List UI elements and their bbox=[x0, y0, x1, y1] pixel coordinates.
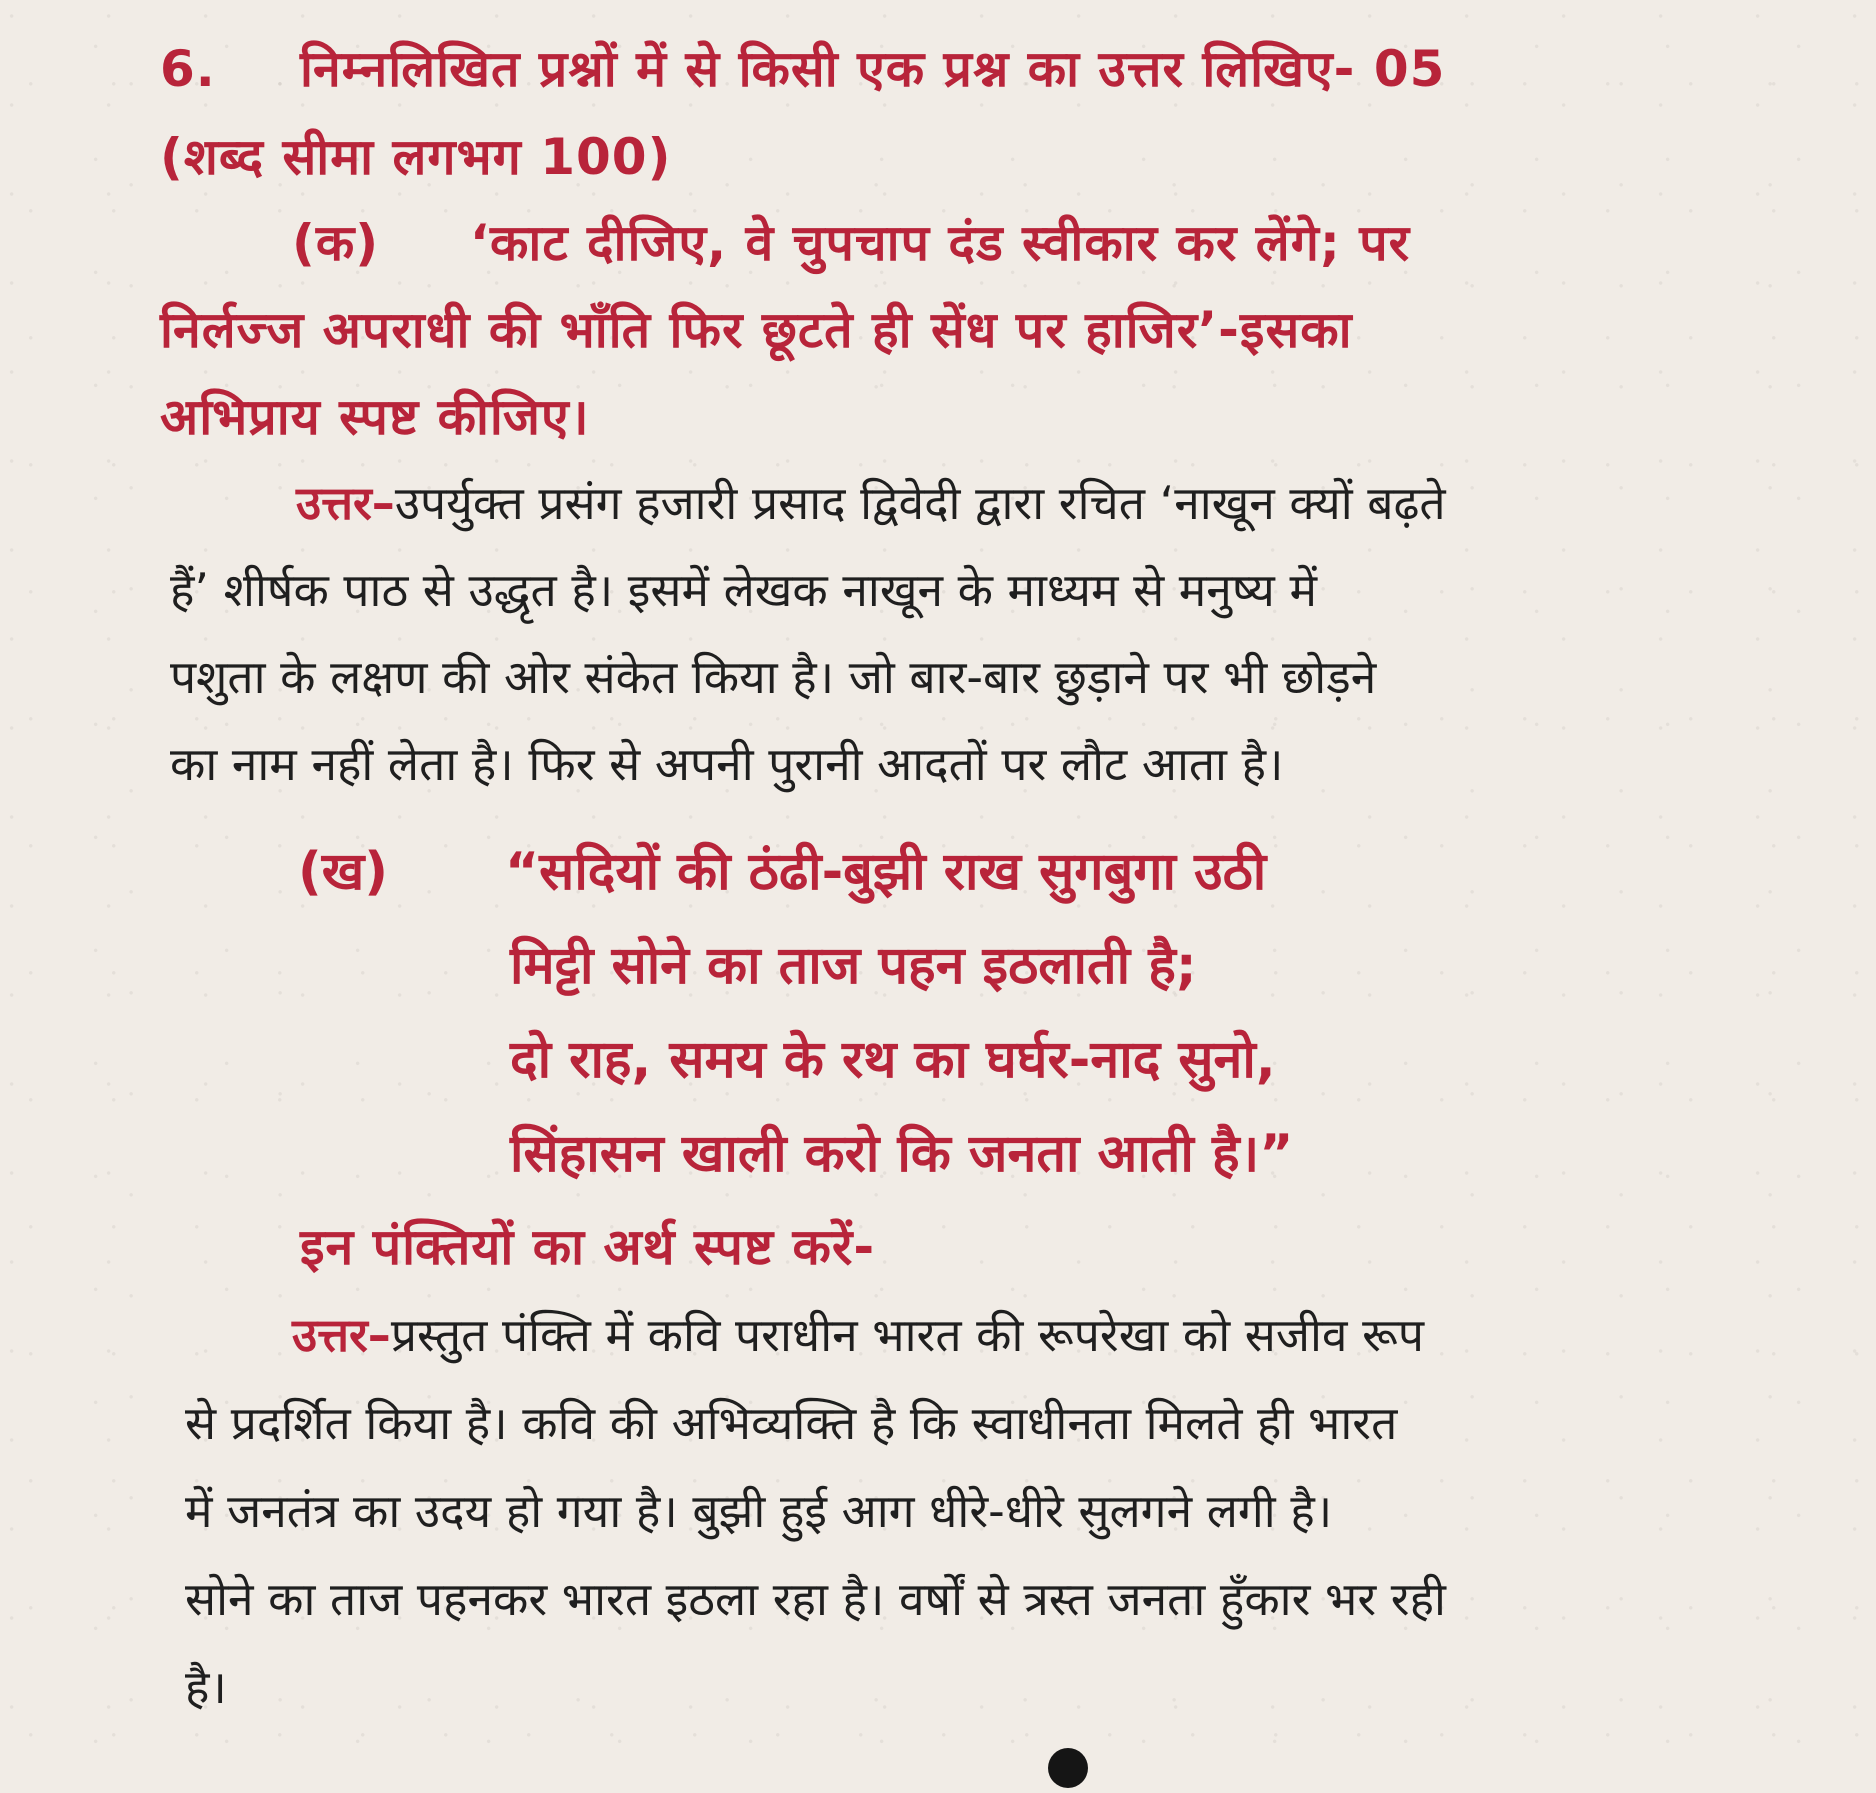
word-limit: (शब्द सीमा लगभग 100) bbox=[160, 128, 672, 186]
part-b-question: इन पंक्तियों का अर्थ स्पष्ट करें- bbox=[300, 1218, 876, 1276]
part-a-answer-line: का नाम नहीं लेता है। फिर से अपनी पुरानी आदतों पर लौट आता है। bbox=[170, 737, 1284, 791]
question-number: 6. bbox=[160, 40, 216, 98]
poem-line: “सदियों की ठंढी-बुझी राख सुगबुगा उठी bbox=[505, 842, 1267, 902]
part-a-answer-label: उत्तर– bbox=[296, 476, 395, 530]
part-b-answer-line: है। bbox=[185, 1660, 227, 1714]
part-b-answer-label: उत्तर– bbox=[292, 1308, 391, 1362]
part-a-label: (क) bbox=[292, 214, 380, 272]
page-marker-icon bbox=[1048, 1748, 1088, 1788]
part-b-answer-line: में जनतंत्र का उदय हो गया है। बुझी हुई आग धीरे-धीरे सुलगने लगी है। bbox=[185, 1484, 1333, 1538]
poem-line: सिंहासन खाली करो कि जनता आती है।” bbox=[510, 1124, 1294, 1184]
part-a-question-line: ‘काट दीजिए, वे चुपचाप दंड स्वीकार कर लेंगे; पर bbox=[470, 214, 1411, 272]
part-a-answer-line: उपर्युक्त प्रसंग हजारी प्रसाद द्विवेदी द्वारा रचित ‘नाखून क्यों बढ़ते bbox=[394, 476, 1446, 530]
question-instruction: निम्नलिखित प्रश्नों में से किसी एक प्रश्न का उत्तर लिखिए- 05 bbox=[300, 40, 1446, 98]
part-a-question-line: अभिप्राय स्पष्ट कीजिए। bbox=[160, 388, 590, 446]
part-b-answer-line: सोने का ताज पहनकर भारत इठला रहा है। वर्षों से त्रस्त जनता हुँकार भर रही bbox=[185, 1572, 1446, 1626]
poem-line: दो राह, समय के रथ का घर्घर-नाद सुनो, bbox=[510, 1030, 1276, 1090]
part-a-answer-line: हैं’ शीर्षक पाठ से उद्धृत है। इसमें लेखक नाखून के माध्यम से मनुष्य में bbox=[170, 563, 1317, 617]
part-a-answer-line: पशुता के लक्षण की ओर संकेत किया है। जो बार-बार छुड़ाने पर भी छोड़ने bbox=[170, 650, 1377, 704]
poem-line: मिट्टी सोने का ताज पहन इठलाती है; bbox=[510, 936, 1197, 996]
part-a-question-line: निर्लज्ज अपराधी की भाँति फिर छूटते ही सेंध पर हाजिर’-इसका bbox=[160, 301, 1353, 359]
part-a-answer-first-line bbox=[296, 476, 1446, 530]
part-b-label: (ख) bbox=[298, 842, 389, 902]
part-b-answer-line: से प्रदर्शित किया है। कवि की अभिव्यक्ति है कि स्वाधीनता मिलते ही भारत bbox=[185, 1396, 1398, 1450]
part-b-answer-line: प्रस्तुत पंक्ति में कवि पराधीन भारत की रूपरेखा को सजीव रूप bbox=[390, 1308, 1424, 1362]
part-b-answer-first-line bbox=[292, 1308, 1424, 1362]
